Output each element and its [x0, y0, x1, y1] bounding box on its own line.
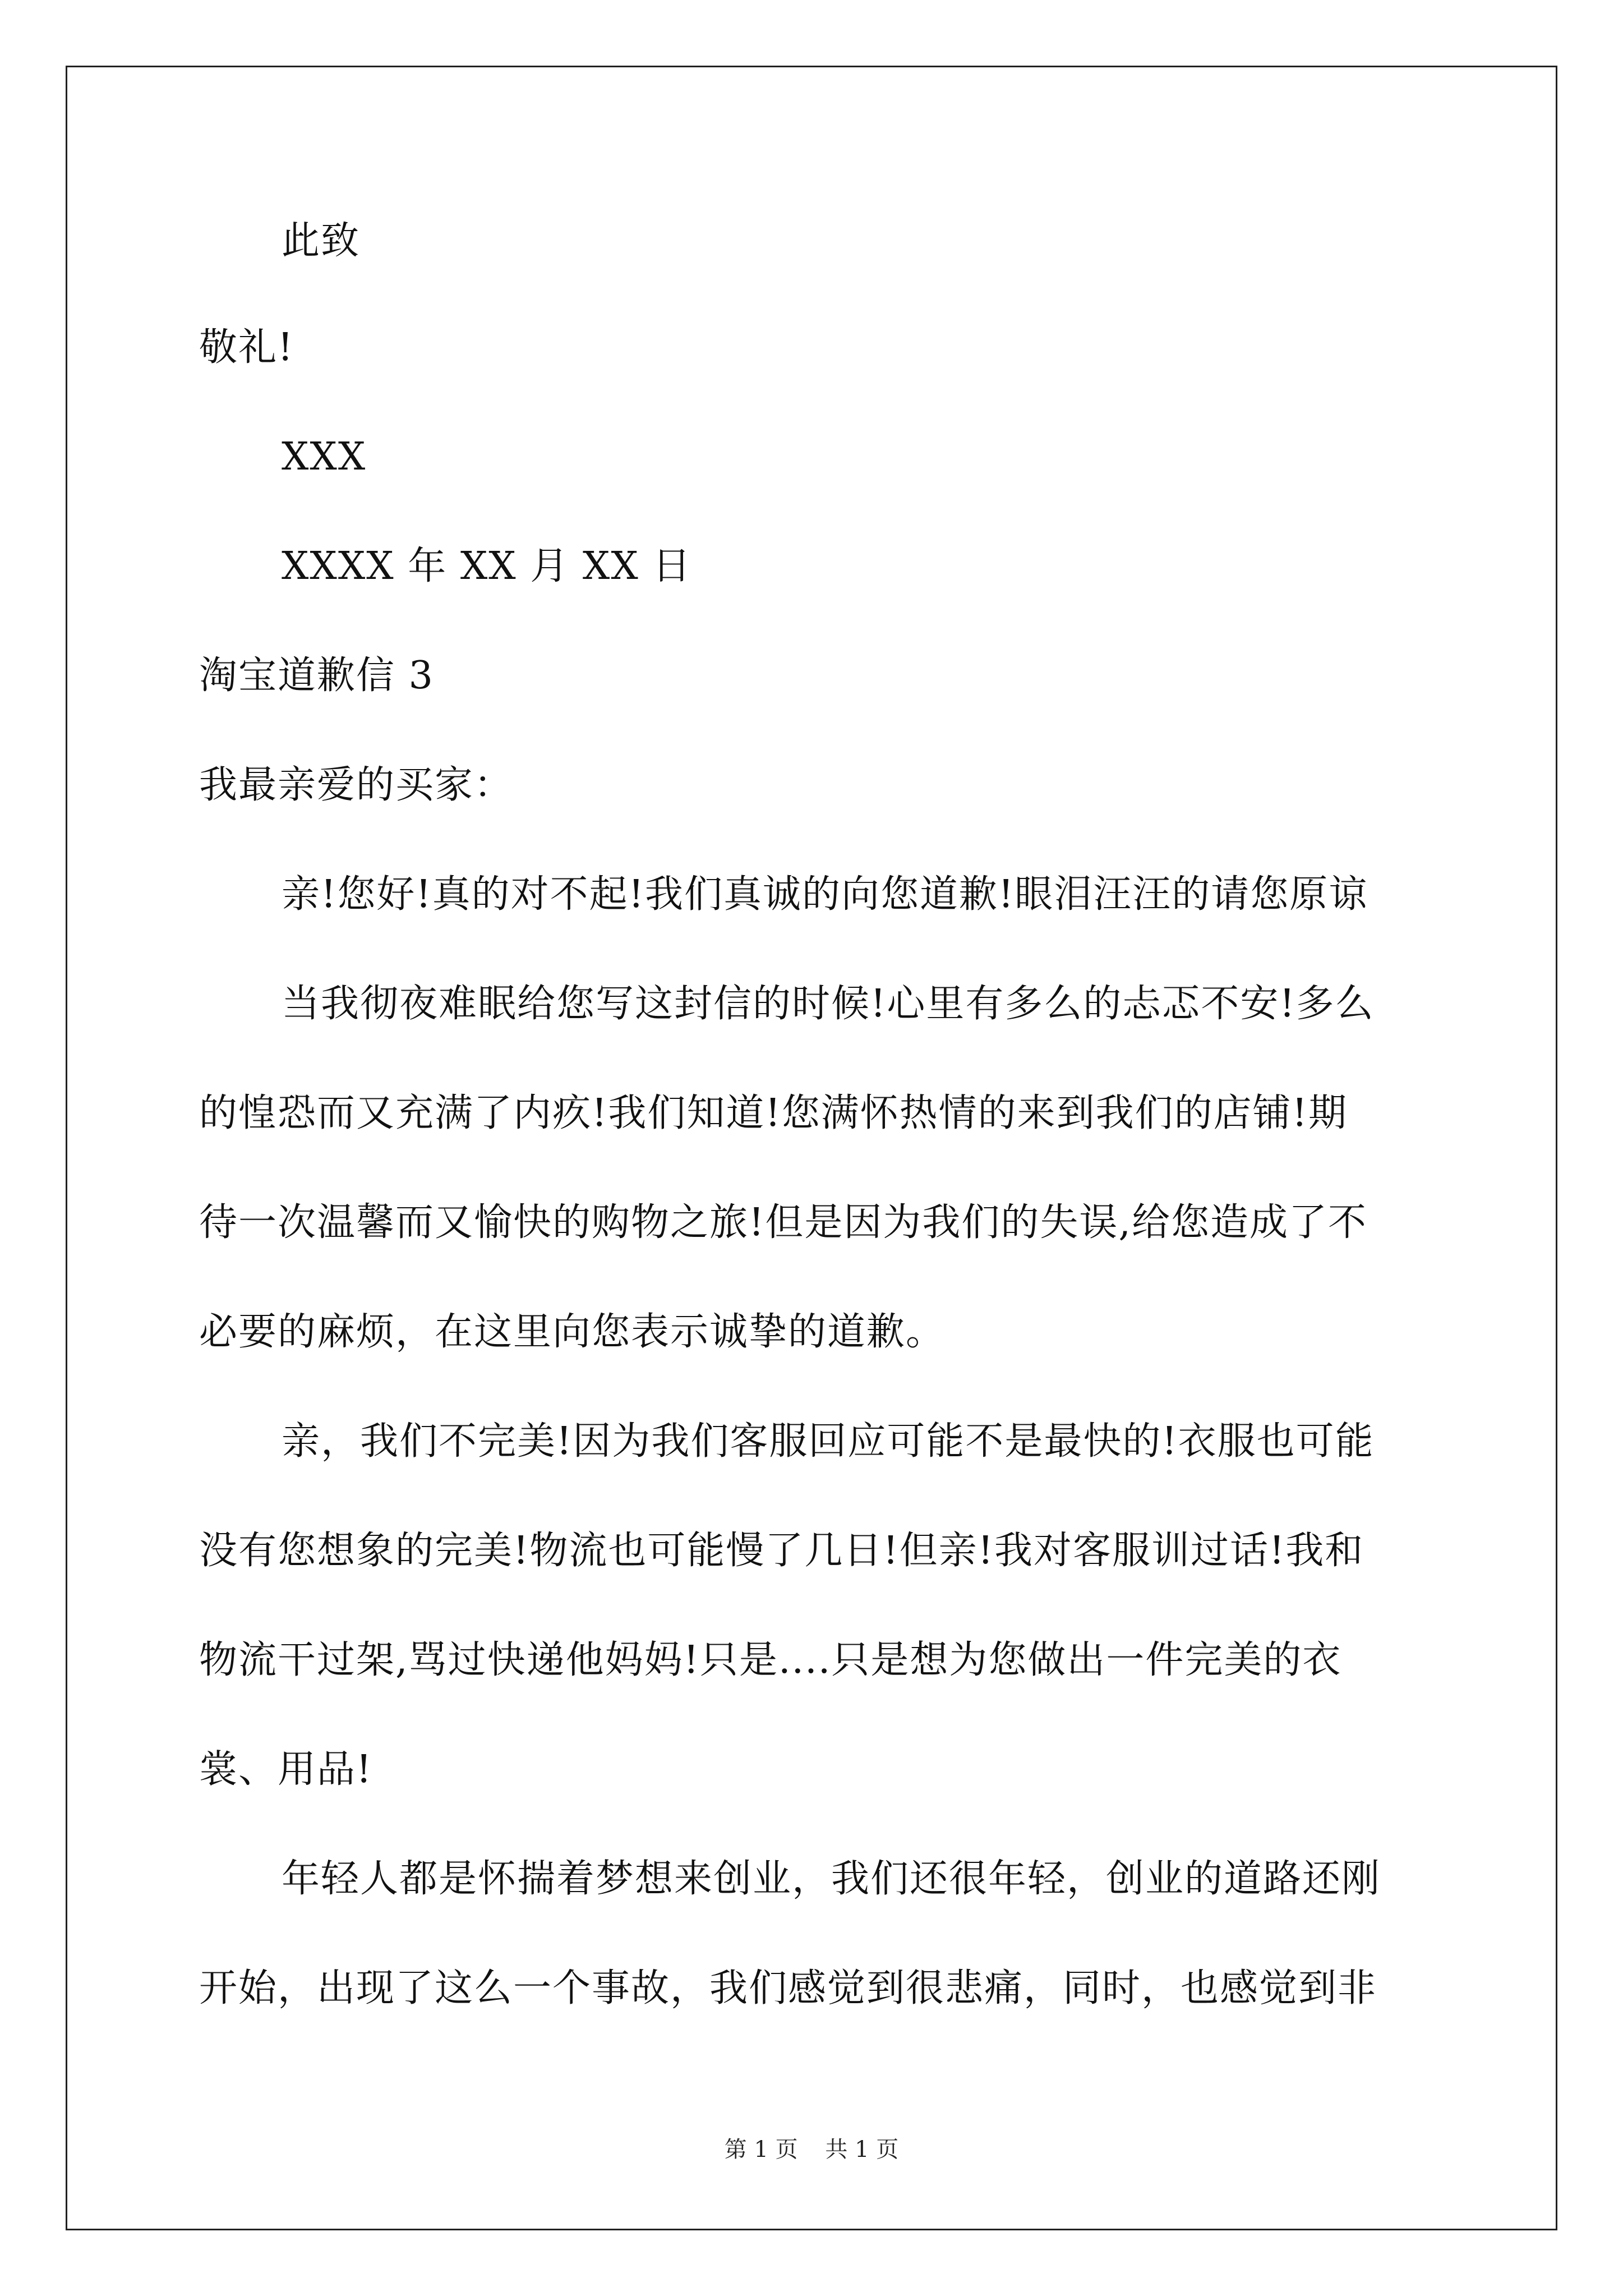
page-footer: [0, 2136, 1623, 2163]
closing-regards: 敬礼!: [199, 325, 294, 370]
paragraph-line: 亲!您好!真的对不起!我们真诚的向您道歉!眼泪汪汪的请您原谅: [282, 872, 1368, 917]
signature-name: XXX: [282, 435, 367, 479]
paragraph-line: 必要的麻烦，在这里向您表示诚挚的道歉。: [199, 1310, 946, 1354]
page-number-current: 第 1 页: [724, 2137, 798, 2162]
signature-date: XXXX 年 XX 月 XX 日: [282, 544, 692, 588]
paragraph-line: 年轻人都是怀揣着梦想来创业，我们还很年轻，创业的道路还刚: [282, 1857, 1381, 1901]
paragraph-line: 亲，我们不完美!因为我们客服回应可能不是最快的!衣服也可能: [282, 1419, 1375, 1464]
paragraph-line: 当我彻夜难眠给您写这封信的时候!心里有多么的忐忑不安!多么: [282, 982, 1375, 1026]
paragraph-line: 裳、用品!: [199, 1747, 373, 1792]
greeting: 我最亲爱的买家：: [199, 763, 514, 807]
paragraph-line: 没有您想象的完美!物流也可能慢了几日!但亲!我对客服训过话!我和: [199, 1529, 1364, 1573]
paragraph-line: 待一次温馨而又愉快的购物之旅!但是因为我们的失误,给您造成了不: [199, 1200, 1367, 1245]
paragraph-line: 的惶恐而又充满了内疚!我们知道!您满怀热情的来到我们的店铺!期: [199, 1091, 1348, 1135]
section-title: 淘宝道歉信 3: [199, 654, 434, 698]
page-number-total: 共 1 页: [825, 2137, 899, 2162]
page-border: [66, 66, 1557, 2230]
closing-salutation: 此致: [282, 219, 361, 263]
paragraph-line: 开始，出现了这么一个事故，我们感觉到很悲痛，同时，也感觉到非: [199, 1966, 1377, 2010]
paragraph-line: 物流干过架,骂过快递他妈妈!只是....只是想为您做出一件完美的衣: [199, 1638, 1342, 1682]
